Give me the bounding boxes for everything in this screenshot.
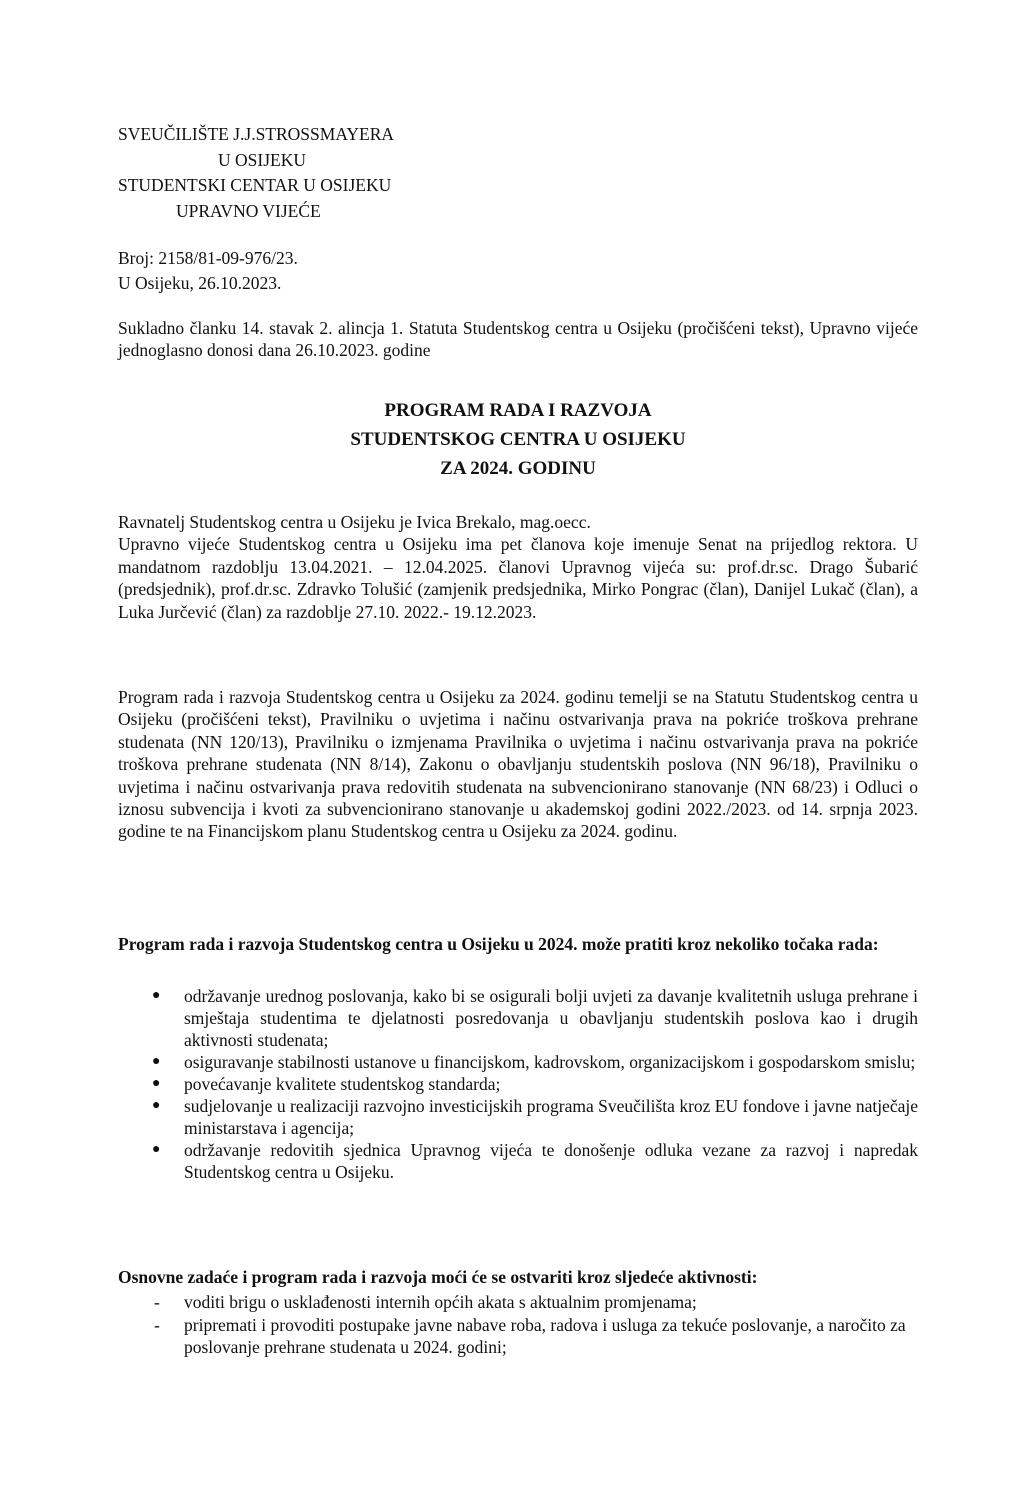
intro-paragraph: Sukladno članku 14. stavak 2. alincja 1. Statuta Studentskog centra u Osijeku (pročišćeni tekst), Upravno vijeće jednoglasno donosi dana 26.10.2023. godine (118, 318, 918, 360)
dash-icon: - (154, 1314, 160, 1335)
dash-icon: - (154, 1292, 160, 1312)
section-1-heading: Program rada i razvoja Studentskog centra u Osijeku u 2024. može pratiti kroz nekoliko točaka rada: (118, 934, 879, 954)
director-line: Ravnatelj Studentskog centra u Osijeku je Ivica Brekalo, mag.oecc. (118, 512, 591, 532)
bullet-icon: ● (152, 1054, 161, 1069)
board-members-text: Upravno vijeće Studentskog centra u Osijeku ima pet članova koje imenuje Senat na prijedlog rektora. U mandatnom razdoblju 13.04.2021. – 12.04.2025. članovi Upravnog vijeća su: prof.dr.sc. Drago Šubarić (predsjednik), prof.dr.sc. Zdravko Tolušić (zamjenik predsjednika, Mirko Pongrac (član), Danijel Lukač (član), a Luka Jurčević (član) za razdoblje 27.10. 2022.- 19.12.2023. (118, 534, 918, 622)
title-line-3: ZA 2024. GODINU (440, 458, 596, 479)
section-2-list (118, 1291, 918, 1359)
letterhead (118, 122, 538, 224)
letterhead-university: SVEUČILIŠTE J.J.STROSSMAYERA (118, 124, 395, 144)
place-and-date: U Osijeku, 26.10.2023. (118, 273, 282, 293)
list-item: ● osiguravanje stabilnosti ustanove u financijskom, kadrovskom, organizacijskom i gospodarskom smislu; (152, 1052, 916, 1072)
bullet-icon: ● (152, 988, 161, 1003)
list-item: ● sudjelovanje u realizaciji razvojno investicijskih programa Sveučilišta kroz EU fondove i javne natječaje ministarstava i agencija; (152, 1096, 918, 1138)
document-title (118, 396, 918, 483)
letterhead-city: U OSIJEKU (218, 149, 306, 170)
list-item: - pripremati i provoditi postupake javne nabave roba, radova i usluga za tekuće poslovanje, a naročito za poslovanje prehrane studenata u 2024. godini; (154, 1314, 906, 1357)
bullet-icon: ● (152, 1098, 161, 1113)
list-item: ● povećavanje kvalitete studentskog standarda; (152, 1074, 501, 1094)
title-line-2: STUDENTSKOG CENTRA U OSIJEKU (350, 429, 686, 450)
document-meta (118, 246, 298, 296)
title-line-1: PROGRAM RADA I RAZVOJA (384, 400, 652, 421)
bullet-icon: ● (152, 1142, 161, 1157)
bullet-icon: ● (152, 1076, 161, 1091)
letterhead-board: UPRAVNO VIJEĆE (176, 200, 321, 221)
reference-number: Broj: 2158/81-09-976/23. (118, 248, 298, 268)
list-item: ● održavanje redovitih sjednica Upravnog vijeća te donošenje odluka vezane za razvoj i napredak Studentskog centra u Osijeku. (152, 1140, 918, 1182)
list-item: - voditi brigu o usklađenosti internih općih akata s aktualnim promjenama; (154, 1292, 697, 1312)
list-item: ● održavanje urednog poslovanja, kako bi se osigurali bolji uvjeti za davanje kvalitetnih usluga prehrane i smještaja studentima te djelatnosti posredovanja u obavljanju studentskih poslova kao i drugih aktivnosti studenata; (152, 986, 918, 1050)
section-1-list (118, 985, 918, 1183)
legal-basis-paragraph: Program rada i razvoja Studentskog centra u Osijeku za 2024. godinu temelji se na Statutu Studentskog centra u Osijeku (pročišćeni tekst), Pravilniku o uvjetima i načinu ostvarivanja prava na pokriće troškova prehrane studenata (NN 120/13), Pravilniku o izmjenama Pravilnika o uvjetima i načinu ostvarivanja prava na pokriće troškova prehrane studenata (NN 8/14), Zakonu o obavljanju studentskih poslova (NN 96/18), Pravilniku o uvjetima i načinu ostvarivanja prava redovitih studenata na subvencionirano stanovanje (NN 68/23) i Odluci o iznosu subvencija i kvoti za subvencionirano stanovanje u akademskoj godini 2022./2023. od 14. srpnja 2023. godine te na Financijskom planu Studentskog centra u Osijeku za 2024. godinu. (118, 687, 918, 842)
management-paragraph (118, 511, 918, 623)
letterhead-institution: STUDENTSKI CENTAR U OSIJEKU (118, 175, 392, 195)
section-2-heading: Osnovne zadaće i program rada i razvoja moći će se ostvariti kroz sljedeće aktivnosti: (118, 1267, 758, 1287)
